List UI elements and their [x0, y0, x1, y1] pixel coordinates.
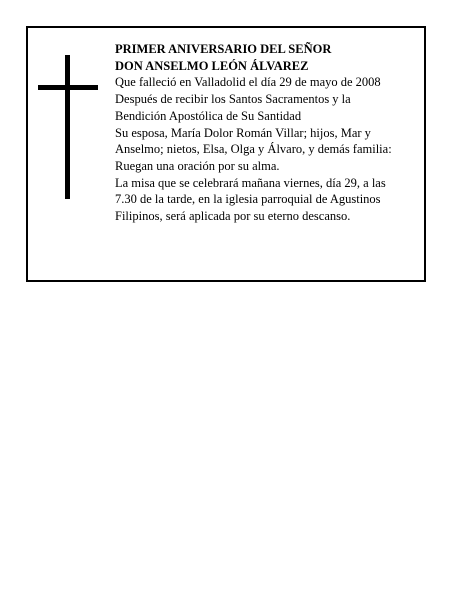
notice-text: [115, 41, 423, 225]
cross-vertical-bar: [65, 55, 70, 199]
notice-body-line-4: Su esposa, María Dolor Román Villar; hijos, Mar y: [115, 125, 371, 140]
notice-body-line-9: Filipinos, será aplicada por su eterno descanso.: [115, 209, 351, 224]
notice-title-line-1: PRIMER ANIVERSARIO DEL SEÑOR: [115, 42, 332, 56]
notice-body-line-5: Anselmo; nietos, Elsa, Olga y Álvaro, y demás familia:: [115, 142, 392, 157]
notice-body-line-8: 7.30 de la tarde, en la iglesia parroquial de Agustinos: [115, 192, 381, 207]
notice-body-line-3: Bendición Apostólica de Su Santidad: [115, 108, 302, 123]
cross-icon: [38, 55, 98, 199]
notice-body-line-1: Que falleció en Valladolid el día 29 de mayo de 2008: [115, 75, 381, 90]
notice-body-line-6: Ruegan una oración por su alma.: [115, 158, 280, 173]
notice-title-line-2: DON ANSELMO LEÓN ÁLVAREZ: [115, 58, 309, 73]
notice-body-line-7: La misa que se celebrará mañana viernes, día 29, a las: [115, 175, 386, 190]
cross-horizontal-bar: [38, 85, 98, 90]
obituary-notice: [26, 26, 426, 282]
notice-body-line-2: Después de recibir los Santos Sacramentos y la: [115, 92, 351, 107]
